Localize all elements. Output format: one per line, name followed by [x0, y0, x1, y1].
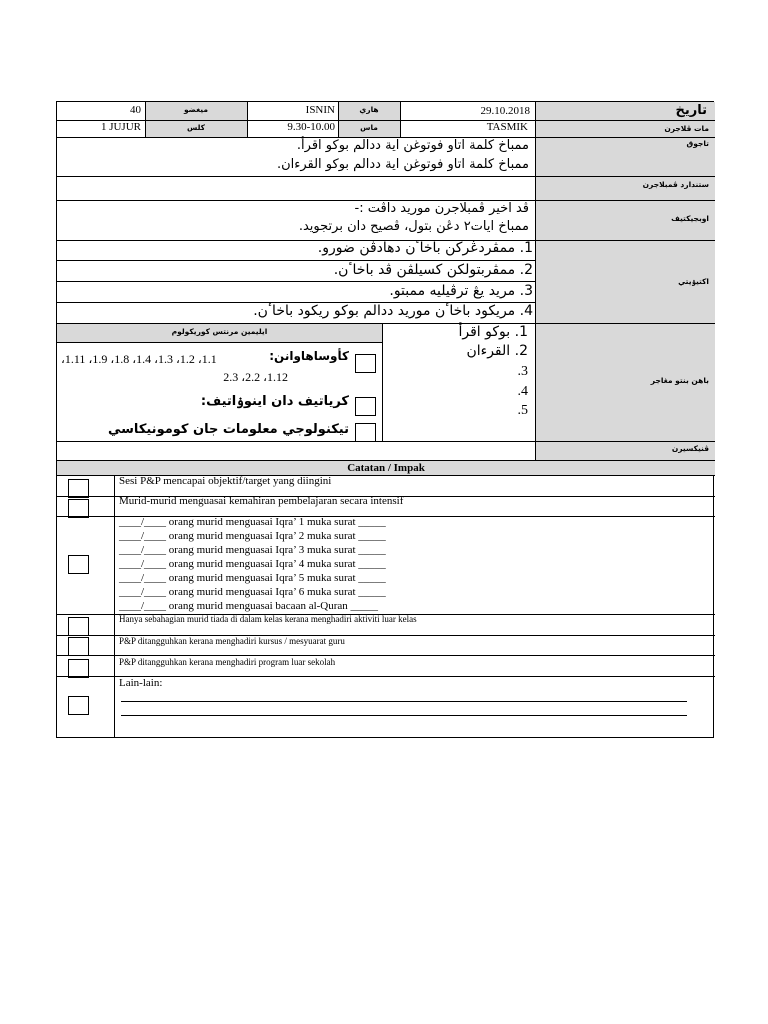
iqra-line-7: ____/____ orang murid menguasai bacaan al-Quran _____: [119, 600, 379, 612]
standard-label: ستندارد ڤمبلاجرن: [642, 180, 709, 189]
grid-line: [57, 655, 715, 656]
grid-line: [57, 200, 715, 201]
tekno-label: تيكنولوجي معلومات جان كومونيكاسي: [108, 422, 349, 437]
iqra-line-2: ____/____ orang murid menguasai Iqra’ 2 muka surat _____: [119, 530, 386, 542]
grid-line: [57, 496, 715, 497]
iqra-line-1: ____/____ orang murid menguasai Iqra’ 1 muka surat _____: [119, 516, 386, 528]
grid-line: [114, 475, 115, 738]
kemahiran-codes-line-1: 1.1، 1.2، 1.3، 1.4، 1.8، 1.9، 1.11،: [61, 352, 217, 366]
subject-label: مات ڤلاجرن: [664, 124, 709, 133]
grid-line: [57, 342, 382, 343]
bbm-item-3: 3.: [517, 364, 528, 379]
catatan-checkbox-4[interactable]: [68, 617, 89, 636]
catatan-row-1: Sesi P&P mencapai objektif/target yang diingini: [119, 475, 332, 487]
grid-line: [535, 102, 536, 461]
catatan-checkbox-7[interactable]: [68, 696, 89, 715]
catatan-checkbox-5[interactable]: [68, 637, 89, 656]
grid-line: [247, 102, 248, 138]
aktiviti-item-1: 1. ممڤردڠركن باخاٴن دهادڤن ضورو.: [317, 240, 533, 256]
class-label: كلس: [186, 123, 206, 132]
grid-line: [338, 102, 339, 138]
grid-line: [400, 102, 401, 138]
bbm-item-5: 5.: [517, 403, 528, 418]
grid-line: [57, 516, 715, 517]
class-value: 1 JUJUR: [100, 121, 141, 133]
penilaian-label: ڤنيكسيرن: [671, 444, 709, 453]
grid-line: [57, 176, 715, 177]
grid-line: [57, 260, 535, 261]
catatan-checkbox-3[interactable]: [68, 555, 89, 574]
grid-line: [145, 102, 146, 138]
aktiviti-label: اكتيۏيتي: [678, 277, 709, 286]
iqra-line-6: ____/____ orang murid menguasai Iqra’ 6 muka surat _____: [119, 586, 386, 598]
objektif-line-1: ڤد اخير ڤمبلاجرن موريد داڤت :-: [354, 201, 529, 216]
tekno-checkbox[interactable]: [355, 423, 376, 442]
lain-lain-line-1[interactable]: [121, 701, 687, 702]
bbm-item-4: 4.: [517, 384, 528, 399]
grid-line: [57, 323, 715, 324]
grid-line: [57, 475, 715, 476]
aktiviti-item-2: 2. ممڤربتولكن كسيلڤن ڤد باخاٴن.: [333, 262, 533, 278]
grid-line: [57, 676, 715, 677]
kemahiran-codes-line-2: 1.12، 2.2، 2.3: [223, 370, 288, 384]
grid-line: [57, 137, 715, 138]
lesson-plan-sheet: [56, 101, 714, 738]
kreatif-checkbox[interactable]: [355, 397, 376, 416]
kreatif-label: كرياتيف دان اينوۏاتيف:: [200, 394, 349, 409]
grid-line: [57, 635, 715, 636]
grid-line: [57, 441, 715, 442]
objektif-label: اوبجيكتيف: [671, 214, 709, 223]
objektif-line-2: ممباخ ايات٢ دڠن بتول، ڤصيح دان برتجويد.: [298, 219, 529, 234]
catatan-row-6: P&P ditangguhkan kerana menghadiri program luar sekolah: [119, 657, 336, 667]
grid-line: [57, 281, 535, 282]
catatan-row-4: Hanya sebahagian murid tiada di dalam kelas kerana menghadiri aktiviti luar kelas: [119, 614, 417, 624]
bbm-item-1: 1. بوكو اقرأ: [458, 324, 528, 340]
time-label: ماس: [360, 123, 378, 132]
aktiviti-item-4: 4. مريكود باخاٴن موريد ددالم بوكو ريكود باخاٴن.: [253, 303, 533, 319]
day-label: هاري: [359, 105, 379, 114]
grid-line: [57, 614, 715, 615]
kemahiran-checkbox[interactable]: [355, 354, 376, 373]
grid-line: [57, 302, 535, 303]
catatan-row-7: Lain-lain:: [119, 677, 163, 689]
grid-line: [57, 120, 715, 121]
tajuk-line-1: ممباخ كلمة اتاو فوتوغن اية ددالم بوكو اقرأ.: [296, 138, 529, 153]
grid-line: [382, 323, 383, 442]
iqra-line-5: ____/____ orang murid menguasai Iqra’ 5 muka surat _____: [119, 572, 386, 584]
bbm-label: باهن بنتو مڠاجر: [650, 376, 709, 385]
bbm-item-2: 2. القرءان: [466, 343, 528, 359]
elemen-title: ايليمين مرنتس كوريكولوم: [171, 327, 268, 336]
date-value: 29.10.2018: [480, 105, 530, 117]
week-value: 40: [130, 104, 141, 116]
week-label: ميغضو: [183, 105, 209, 114]
day-value: ISNIN: [305, 104, 335, 116]
lain-lain-line-2[interactable]: [121, 715, 687, 716]
catatan-title: Catatan / Impak: [347, 462, 425, 474]
kemahiran-label: كأوساهاوانن:: [269, 349, 349, 363]
subject-value: TASMIK: [486, 121, 528, 133]
catatan-row-2: Murid-murid menguasai kemahiran pembelajaran secara intensif: [119, 495, 404, 507]
tajuk-label: تاجوق: [686, 139, 709, 148]
time-value: 9.30-10.00: [287, 121, 335, 133]
iqra-line-3: ____/____ orang murid menguasai Iqra’ 3 muka surat _____: [119, 544, 386, 556]
date-label: تاريخ: [675, 103, 707, 118]
catatan-row-5: P&P ditangguhkan kerana menghadiri kursus / mesyuarat guru: [119, 636, 345, 646]
aktiviti-item-3: 3. مريد يڠ ترڤيليه ممبتو.: [389, 283, 533, 299]
tajuk-line-2: ممباخ كلمة اتاو فوتوغن اية ددالم بوكو القرءان.: [276, 157, 529, 172]
grid-line: [57, 460, 715, 461]
grid-line: [57, 240, 715, 241]
iqra-line-4: ____/____ orang murid menguasai Iqra’ 4 muka surat _____: [119, 558, 386, 570]
